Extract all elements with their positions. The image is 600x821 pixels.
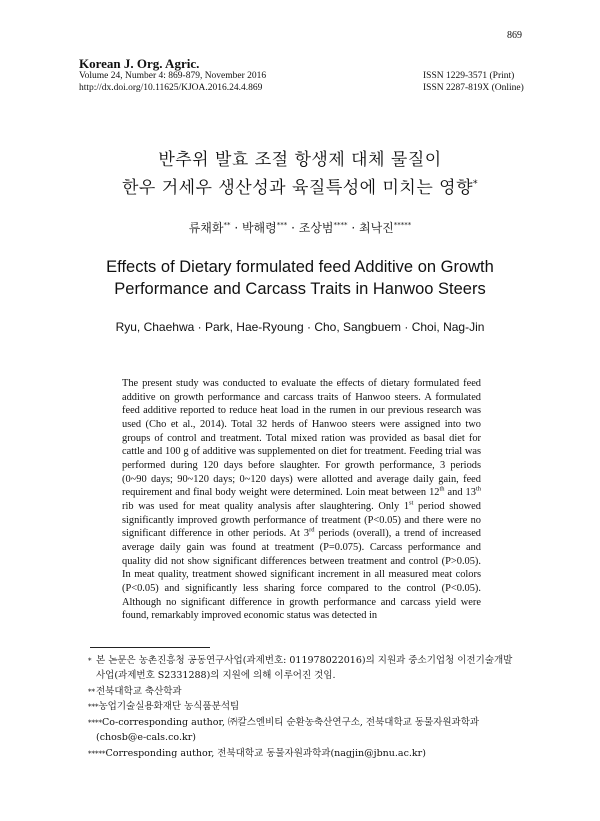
footnote-co-corresponding-email[interactable]: (chosb@e-cals.co.kr) — [96, 732, 196, 743]
footnote-co-corresponding: ****Co-corresponding author, ㈜칼스엔비티 순환농축산연구소, 전북대학교 동물자원과학과 — [88, 717, 480, 728]
footnote-funding: * 본 논문은 농촌진흥청 공동연구사업(과제번호: 011978022016)의 지원과 중소기업청 이전기술개발 — [88, 655, 513, 666]
author-kr: 최낙진 — [359, 221, 394, 235]
author-kr: 조상범 — [298, 221, 334, 235]
english-title-line1: Effects of Dietary formulated feed Additive on Growth — [106, 258, 494, 276]
separator: · — [291, 221, 295, 235]
korean-title-line1: 반추위 발효 조절 항생제 대체 물질이 — [158, 150, 442, 170]
author-kr: 류채화 — [188, 221, 224, 235]
title-footnote-mark: * — [473, 179, 479, 190]
english-authors: Ryu, Chaehwa · Park, Hae-Ryoung · Cho, Sangbuem · Choi, Nag-Jin — [115, 320, 485, 334]
footnote-affiliation-1: **전북대학교 축산학과 — [88, 686, 182, 697]
footnote-divider — [90, 647, 210, 648]
english-title-line2: Performance and Carcass Traits in Hanwoo Steers — [114, 280, 486, 298]
issn-online: ISSN 2287-819X (Online) — [423, 83, 524, 93]
author-kr: 박해령 — [241, 221, 277, 235]
footnote-corresponding: *****Corresponding author, 전북대학교 동물자원과학과(nagjin@jbnu.ac.kr) — [88, 748, 426, 759]
korean-title-line2: 한우 거세우 생산성과 육질특성에 미치는 영향* — [121, 178, 479, 198]
journal-name: Korean J. Org. Agric. — [79, 56, 200, 71]
page-number: 869 — [507, 30, 522, 41]
abstract: The present study was conducted to evaluate the effects of dietary formulated feed additive on growth performance and carcass traits of Hanwoo steers. A formulated feed additive reported to reduce heat load in the rumen in our previous research was used (Cho et al., 2014). Total 32 herds of Hanwoo steers were assigned into two groups of control and treatment. Total mixed ration was provided as basal diet for cattle and 100 g of additive was supplemented on diet for treatment. Feeding trial was performed during 120 days before slaughter. For growth performance, 3 periods (0~90 days; 90~120 days; 0~120 days) were allotted and average daily gain, feed requirement and final body weight were determined. Loin meat between 12th and 13th rib was used for meat quality analysis after slaughtering. Only 1st period showed significantly improved growth performance of treatment (P<0.05) and there were no significant difference in other periods. At 3rd periods (overall), a trend of increased average daily gain was found at treatment (P=0.075). Carcass performance and quality did not show significant differences between treatment and control (P>0.05). In meat quality, treatment showed significant increment in all measured meat colors (P<0.05) and significantly less sharing force compared to the control (P<0.05). Although no significant difference in growth performance and carcass yield were found, remarkably improved economic status was detected in — [122, 378, 481, 622]
issn-print: ISSN 1229-3571 (Print) — [423, 71, 515, 81]
footnote-funding-cont: 사업(과제번호 S2331288)의 지원에 의해 이루어진 것임. — [96, 670, 336, 681]
separator: · — [351, 221, 356, 235]
doi-link[interactable]: http://dx.doi.org/10.11625/KJOA.2016.24.4.869 — [79, 83, 263, 93]
volume-line: Volume 24, Number 4: 869-879, November 2016 — [79, 71, 267, 81]
footnote-affiliation-2: ***농업기술실용화재단 농식품분석팀 — [88, 701, 240, 712]
korean-authors: 류채화** · 박해령*** · 조상범**** · 최낙진***** — [188, 221, 412, 235]
separator: · — [234, 221, 239, 235]
